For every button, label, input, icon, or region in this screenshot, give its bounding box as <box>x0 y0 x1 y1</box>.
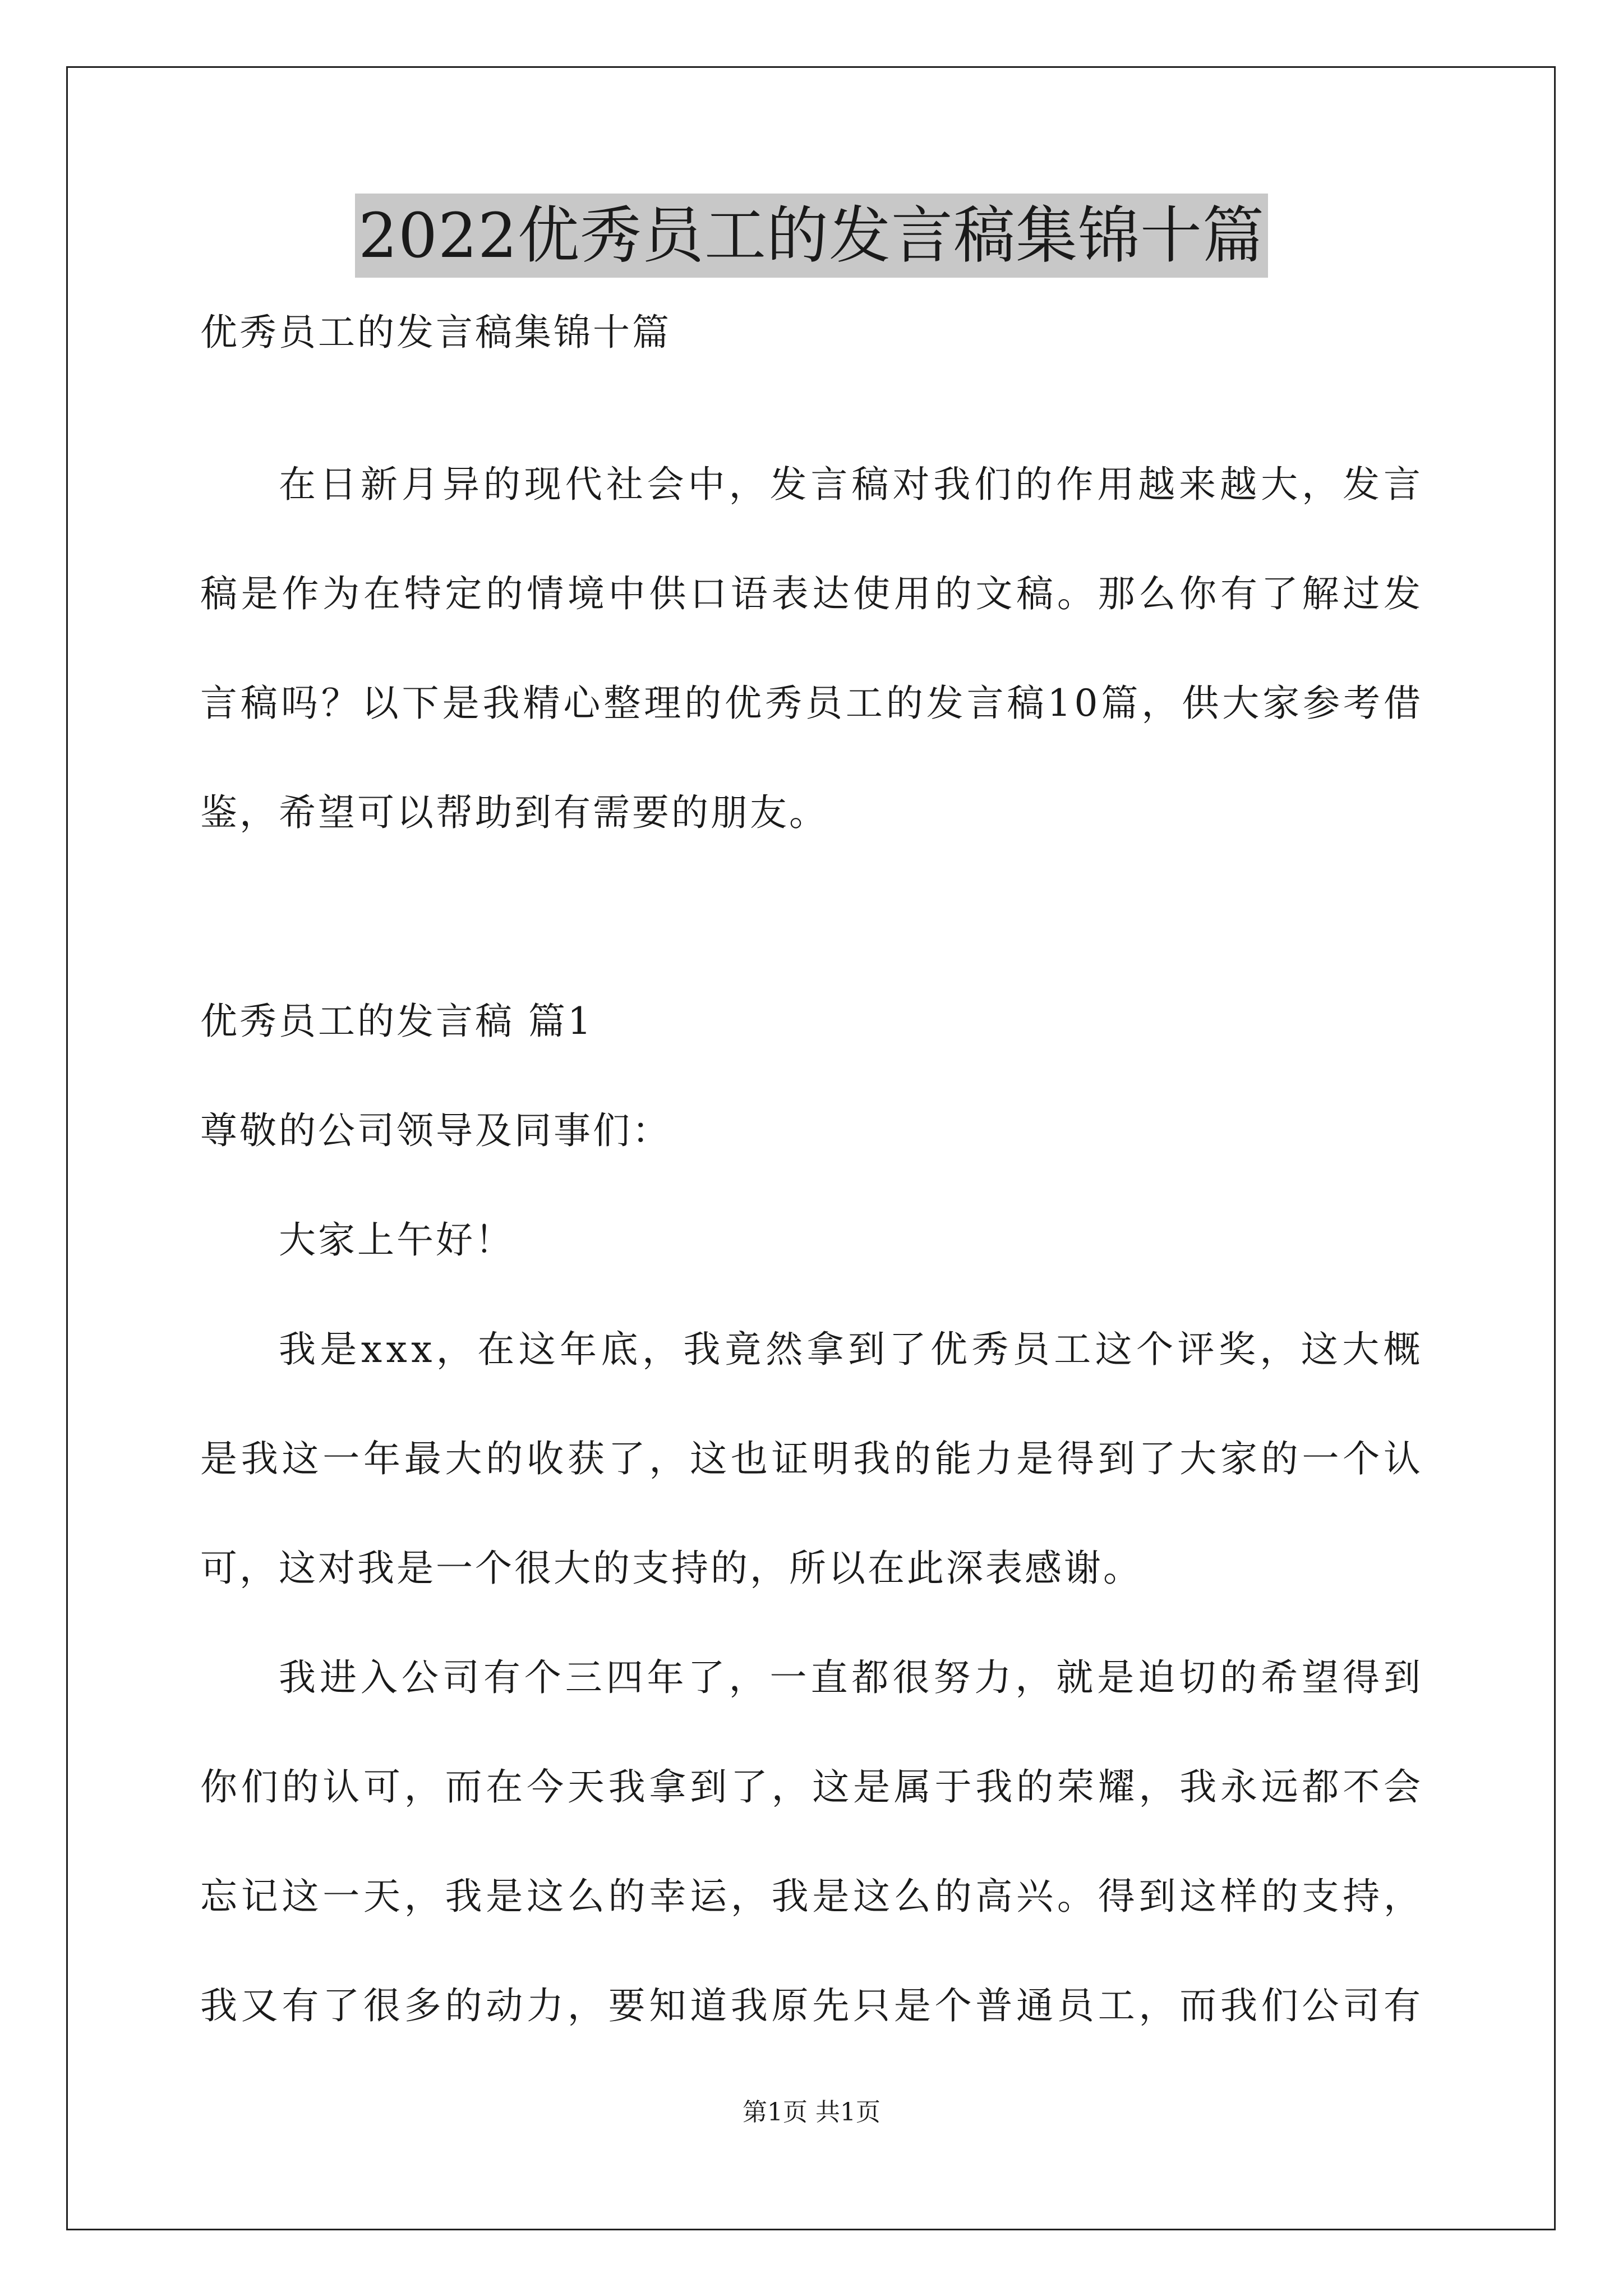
text-line: 我进入公司有个三四年了，一直都很努力，就是迫切的希望得到 <box>279 1656 1424 1699</box>
text-line: 你们的认可，而在今天我拿到了，这是属于我的荣耀，我永远都不会 <box>200 1765 1424 1809</box>
text-line: 是我这一年最大的收获了，这也证明我的能力是得到了大家的一个认 <box>200 1437 1424 1480</box>
text-line: 鉴，希望可以帮助到有需要的朋友。 <box>200 791 828 834</box>
text-line: 优秀员工的发言稿集锦十篇 <box>200 311 671 354</box>
text-line: 在日新月异的现代社会中，发言稿对我们的作用越来越大，发言 <box>279 463 1424 506</box>
text-line: 我是xxx，在这年底，我竟然拿到了优秀员工这个评奖，这大概 <box>279 1328 1425 1371</box>
document-title: 2022优秀员工的发言稿集锦十篇 <box>355 194 1268 278</box>
text-line: 优秀员工的发言稿 篇1 <box>200 1000 593 1043</box>
text-line: 言稿吗？以下是我精心整理的优秀员工的发言稿10篇，供大家参考借 <box>200 682 1424 725</box>
text-line: 大家上午好！ <box>279 1218 514 1262</box>
text-line: 忘记这一天，我是这么的幸运，我是这么的高兴。得到这样的支持， <box>200 1875 1424 1918</box>
page-footer: 第1页 共1页 <box>743 2098 880 2127</box>
title-container <box>0 194 1623 278</box>
text-line: 我又有了很多的动力，要知道我原先只是个普通员工，而我们公司有 <box>200 1984 1424 2027</box>
text-line: 尊敬的公司领导及同事们： <box>200 1109 671 1152</box>
text-line: 稿是作为在特定的情境中供口语表达使用的文稿。那么你有了解过发 <box>200 572 1424 615</box>
text-line: 可，这对我是一个很大的支持的，所以在此深表感谢。 <box>200 1547 1142 1590</box>
